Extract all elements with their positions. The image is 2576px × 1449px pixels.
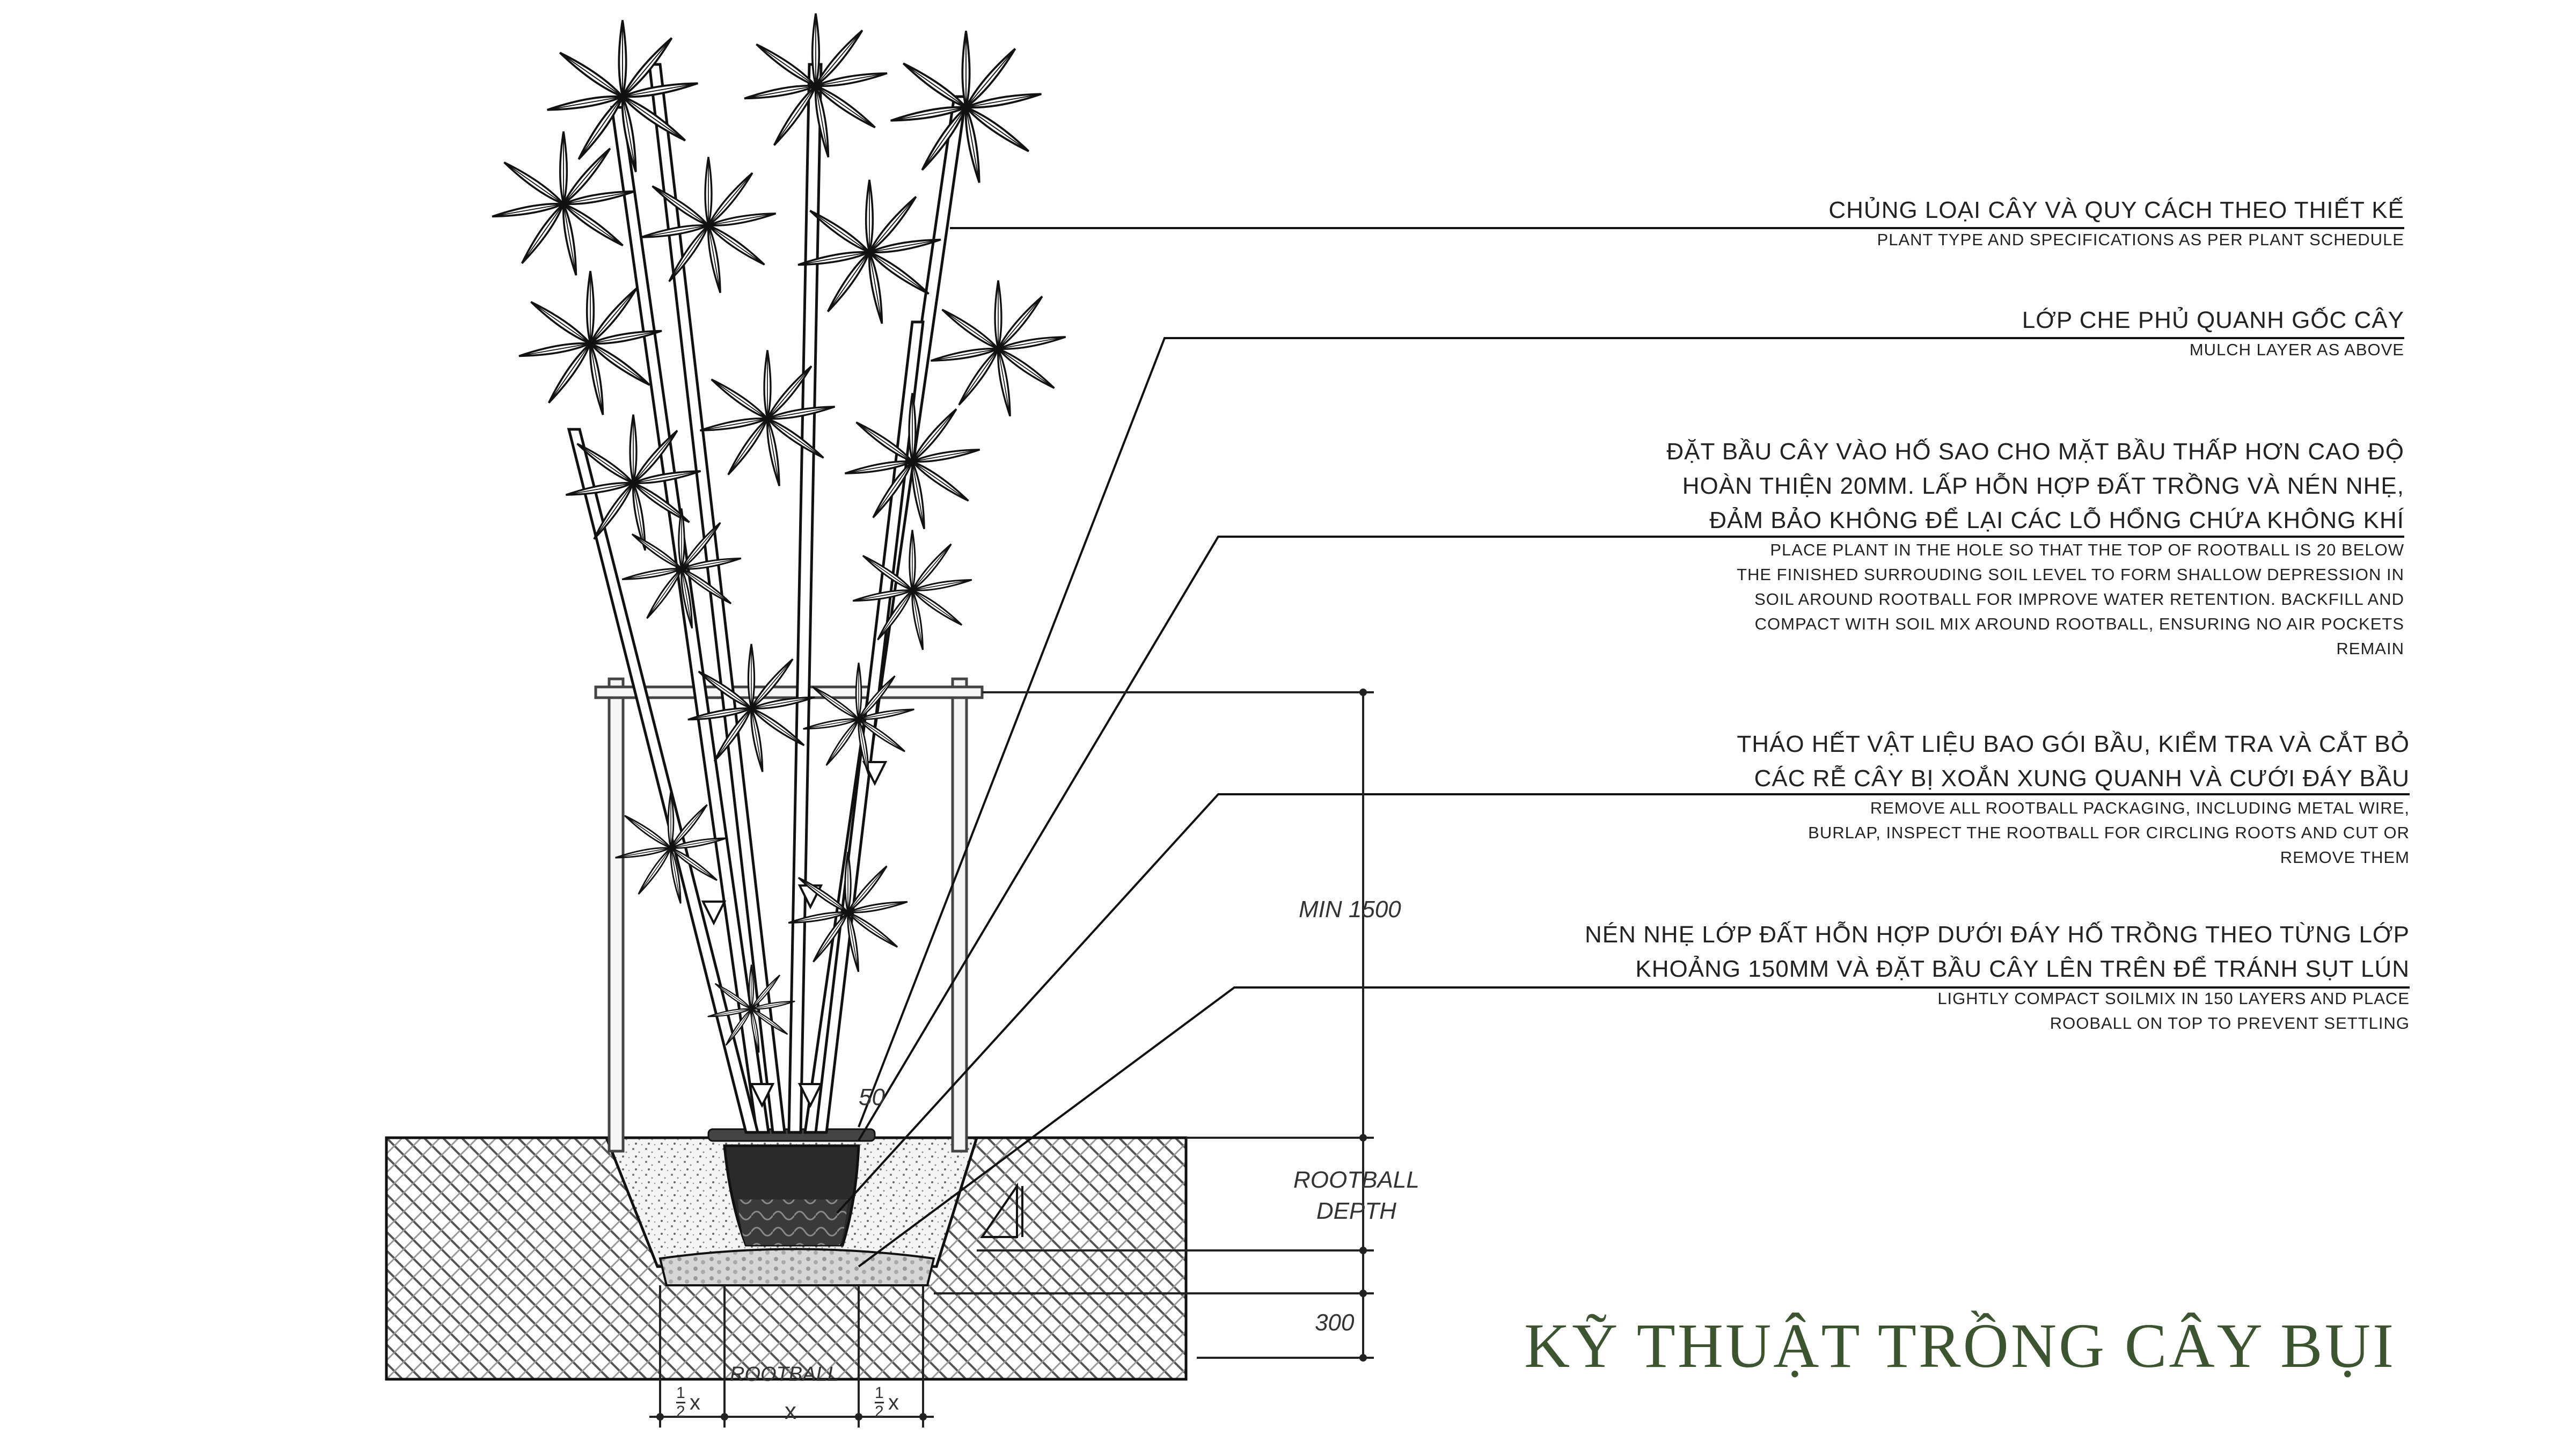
half-numerator: 1 xyxy=(676,1385,685,1403)
annotation-en: PLACE PLANT IN THE HOLE SO THAT THE TOP OF ROOTBALL IS 20 BELOW xyxy=(1770,540,2404,559)
annotation-en: LIGHTLY COMPACT SOILMIX IN 150 LAYERS AND PLACE xyxy=(1937,989,2410,1008)
half-numerator: 1 xyxy=(875,1385,884,1403)
dim-min-height: MIN 1500 xyxy=(1299,896,1401,923)
annotation-vi: HOÀN THIỆN 20MM. LẤP HỖN HỢP ĐẤT TRỒNG VÀ NÉN NHẸ, xyxy=(1682,473,2404,499)
page-title: KỸ THUẬT TRỒNG CÂY BỤI xyxy=(1524,1311,2396,1381)
annotation-remove-packaging xyxy=(1336,727,2410,870)
dim-rootball-width-label: ROOTBALL xyxy=(730,1363,839,1386)
dim-half-left xyxy=(676,1385,700,1421)
annotation-en: PLANT TYPE AND SPECIFICATIONS AS PER PLANT SCHEDULE xyxy=(1877,230,2404,249)
annotation-en: SOIL AROUND ROOTBALL FOR IMPROVE WATER RETENTION. BACKFILL AND xyxy=(1754,590,2404,609)
dim-x: x xyxy=(785,1398,796,1424)
annotation-mulch xyxy=(1331,303,2404,362)
annotation-vi: THÁO HẾT VẬT LIỆU BAO GÓI BẦU, KIỂM TRA VÀ CẮT BỎ xyxy=(1737,731,2410,757)
dim-rootball-depth-line2: DEPTH xyxy=(1316,1198,1396,1224)
annotation-compact-soil xyxy=(1336,918,2410,1036)
foliage xyxy=(492,13,1066,1053)
dim-half-right xyxy=(875,1385,899,1421)
half-denominator: 2 xyxy=(676,1403,685,1421)
annotation-vi: CÁC RỄ CÂY BỊ XOẮN XUNG QUANH VÀ CƯỚI ĐÁY BẦU xyxy=(1754,765,2410,792)
dim-mulch: 50 xyxy=(859,1084,885,1110)
dim-rootball-depth xyxy=(1293,1165,1419,1227)
annotation-en: REMAIN xyxy=(2336,639,2404,658)
annotation-vi: KHOẢNG 150MM VÀ ĐẶT BẦU CÂY LÊN TRÊN ĐỂ TRÁNH SỤT LÚN xyxy=(1635,956,2410,982)
annotation-en: MULCH LAYER AS ABOVE xyxy=(2189,340,2404,359)
annotation-vi: ĐẢM BẢO KHÔNG ĐỂ LẠI CÁC LỖ HỔNG CHỨA KHÔNG KHÍ xyxy=(1709,507,2404,533)
annotation-plant-type xyxy=(1331,193,2404,252)
dim-base: 300 xyxy=(1315,1309,1355,1336)
compacted-base-layer xyxy=(660,1249,934,1286)
rootball xyxy=(724,1146,859,1245)
annotation-vi: LỚP CHE PHỦ QUANH GỐC CÂY xyxy=(2022,307,2404,333)
annotation-en: BURLAP, INSPECT THE ROOTBALL FOR CIRCLING ROOTS AND CUT OR xyxy=(1808,823,2410,842)
dim-rootball-depth-line1: ROOTBALL xyxy=(1293,1167,1419,1193)
half-x: x xyxy=(888,1391,899,1415)
annotation-en: COMPACT WITH SOIL MIX AROUND ROOTBALL, ENSURING NO AIR POCKETS xyxy=(1754,614,2404,633)
half-denominator: 2 xyxy=(875,1403,884,1421)
annotation-en: REMOVE ALL ROOTBALL PACKAGING, INCLUDING METAL WIRE, xyxy=(1870,799,2410,817)
half-x: x xyxy=(690,1391,701,1415)
annotation-en: ROOBALL ON TOP TO PREVENT SETTLING xyxy=(2050,1014,2410,1033)
annotation-vi: CHỦNG LOẠI CÂY VÀ QUY CÁCH THEO THIẾT KẾ xyxy=(1828,197,2404,223)
annotation-vi: NÉN NHẸ LỚP ĐẤT HỖN HỢP DƯỚI ĐÁY HỐ TRỒNG THEO TỪNG LỚP xyxy=(1585,921,2410,948)
annotation-en: THE FINISHED SURROUDING SOIL LEVEL TO FORM SHALLOW DEPRESSION IN xyxy=(1737,565,2404,584)
annotation-en: REMOVE THEM xyxy=(2280,848,2410,867)
annotation-vi: ĐẶT BẦU CÂY VÀO HỐ SAO CHO MẶT BẦU THẤP HƠN CAO ĐỘ xyxy=(1666,438,2404,465)
annotation-place-plant xyxy=(1331,435,2404,661)
